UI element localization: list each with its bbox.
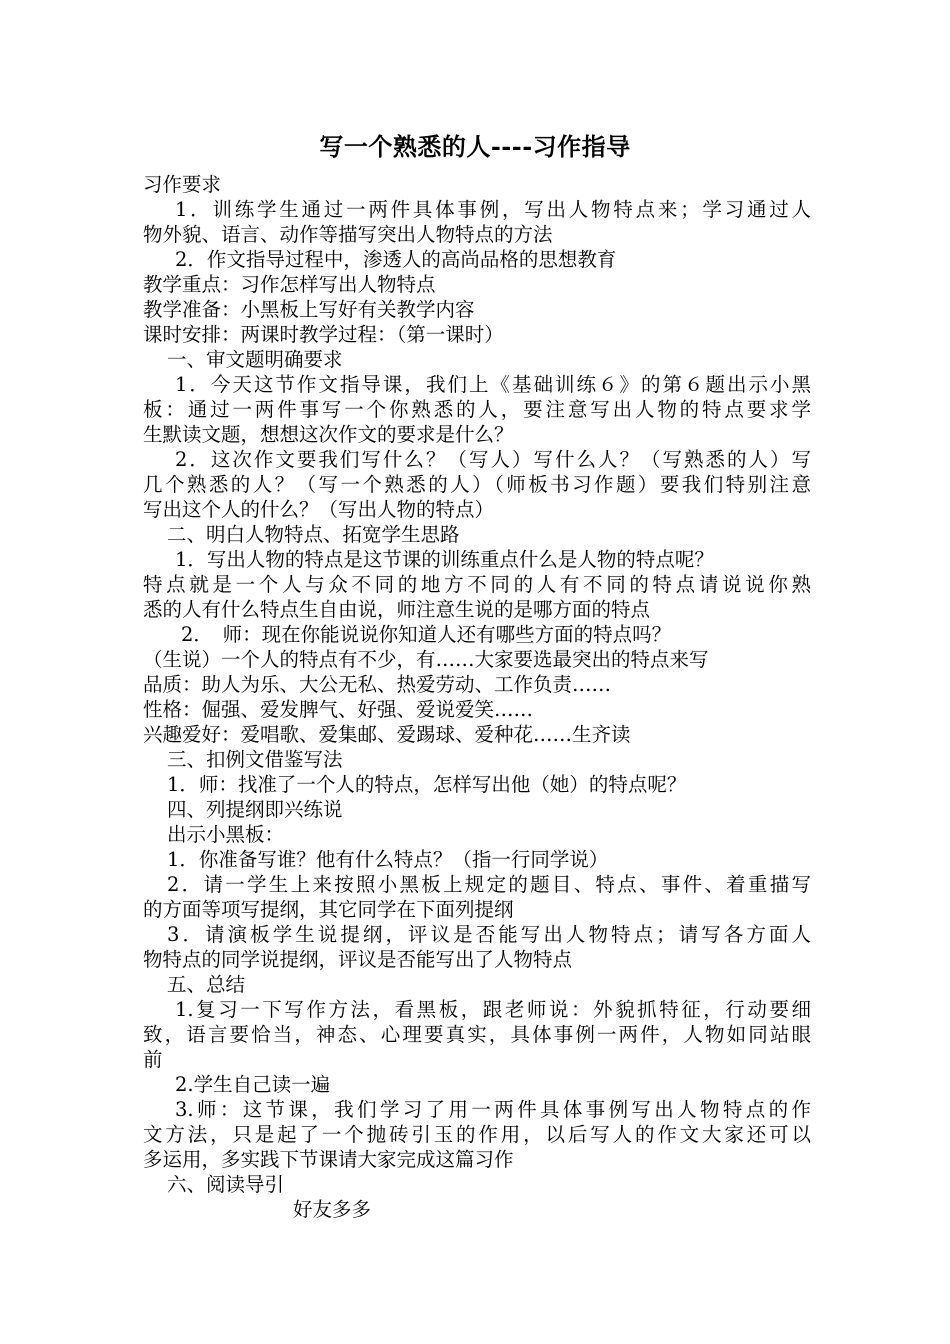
paragraph-line: 1．师：找准了一个人的特点，怎样写出他（她）的特点呢？ — [167, 773, 687, 796]
paragraph-line: 1．写出人物的特点是这节课的训练重点什么是人物的特点呢？ — [175, 548, 714, 571]
paragraph-line: 出示小黑板： — [167, 823, 285, 846]
section-heading: 三、扣例文借鉴写法 — [167, 748, 343, 771]
paragraph-line: 多运用，多实践下节课请大家完成这篇习作 — [143, 1148, 514, 1171]
paragraph-line: 悉的人有什么特点生自由说，师注意生说的是哪方面的特点 — [143, 598, 651, 621]
paragraph-line: 2.学生自己读一遍 — [175, 1073, 331, 1096]
paragraph-line: 1．你准备写谁？他有什么特点？（指一行同学说） — [167, 848, 609, 871]
paragraph-line: 课时安排：两课时教学过程：（第一课时） — [143, 323, 504, 346]
paragraph-line: 几个熟悉的人？（写一个熟悉的人）（师板书习作题）要我们特别注意 — [143, 473, 811, 496]
paragraph-line: 教学准备：小黑板上写好有关教学内容 — [143, 298, 475, 321]
paragraph-line: 2．作文指导过程中，渗透人的高尚品格的思想教育 — [175, 248, 617, 271]
paragraph-line: 物外貌、语言、动作等描写突出人物特点的方法 — [143, 223, 553, 246]
section-heading: 一、审文题明确要求 — [167, 348, 343, 371]
paragraph-line: 的方面等项写提纲，其它同学在下面列提纲 — [143, 898, 514, 921]
section-heading: 二、明白人物特点、拓宽学生思路 — [167, 523, 460, 546]
paragraph-line: 品质：助人为乐、大公无私、热爱劳动、工作负责…… — [143, 673, 612, 696]
paragraph-line: 1.复习一下写作方法，看黑板，跟老师说：外貌抓特征，行动要细 — [175, 998, 811, 1021]
paragraph-line: 习作要求 — [143, 173, 222, 196]
paragraph-line: 生默读文题，想想这次作文的要求是什么？ — [143, 423, 514, 446]
paragraph-line: 1．今天这节作文指导课，我们上《基础训练６》的第６题出示小黑 — [175, 373, 811, 396]
paragraph-line: 1．训练学生通过一两件具体事例，写出人物特点来；学习通过人 — [175, 198, 811, 221]
section-heading: 四、列提纲即兴练说 — [167, 798, 343, 821]
paragraph-line: 2．请一学生上来按照小黑板上规定的题目、特点、事件、着重描写 — [167, 873, 811, 896]
document-body — [143, 172, 811, 1222]
section-heading: 六、阅读导引 — [167, 1173, 285, 1196]
paragraph-line: 3.师：这节课，我们学习了用一两件具体事例写出人物特点的作 — [175, 1098, 811, 1121]
paragraph-line: 物特点的同学说提纲，评议是否能写出了人物特点 — [143, 948, 573, 971]
paragraph-line: 文方法，只是起了一个抛砖引玉的作用，以后写人的作文大家还可以 — [143, 1123, 811, 1146]
paragraph-line: 性格：倔强、爱发脾气、好强、爱说爱笑…… — [143, 698, 534, 721]
paragraph-line: （生说）一个人的特点有不少，有……大家要选最突出的特点来写 — [143, 648, 709, 671]
paragraph-line: 2． 师：现在你能说说你知道人还有哪些方面的特点吗？ — [181, 623, 672, 646]
paragraph-line: 写出这个人的什么？（写出人物的特点） — [143, 498, 495, 521]
paragraph-line: 2．这次作文要我们写什么？（写人）写什么人？（写熟悉的人）写 — [175, 448, 811, 471]
paragraph-line: 板：通过一两件事写一个你熟悉的人，要注意写出人物的特点要求学 — [143, 398, 811, 421]
paragraph-line: 特点就是一个人与众不同的地方不同的人有不同的特点请说说你熟 — [143, 573, 811, 596]
reading-title: 好友多多 — [293, 1198, 372, 1221]
document-title: 写一个熟悉的人----习作指导 — [319, 132, 631, 161]
section-heading: 五、总结 — [167, 973, 246, 996]
paragraph-line: 教学重点：习作怎样写出人物特点 — [143, 273, 436, 296]
paragraph-line: 兴趣爱好：爱唱歌、爱集邮、爱踢球、爱种花……生齐读 — [143, 723, 631, 746]
paragraph-line: 致，语言要恰当，神态、心理要真实，具体事例一两件，人物如同站眼 — [143, 1023, 811, 1046]
paragraph-line: 3．请演板学生说提纲，评议是否能写出人物特点；请写各方面人 — [167, 923, 811, 946]
paragraph-line: 前 — [143, 1048, 163, 1071]
